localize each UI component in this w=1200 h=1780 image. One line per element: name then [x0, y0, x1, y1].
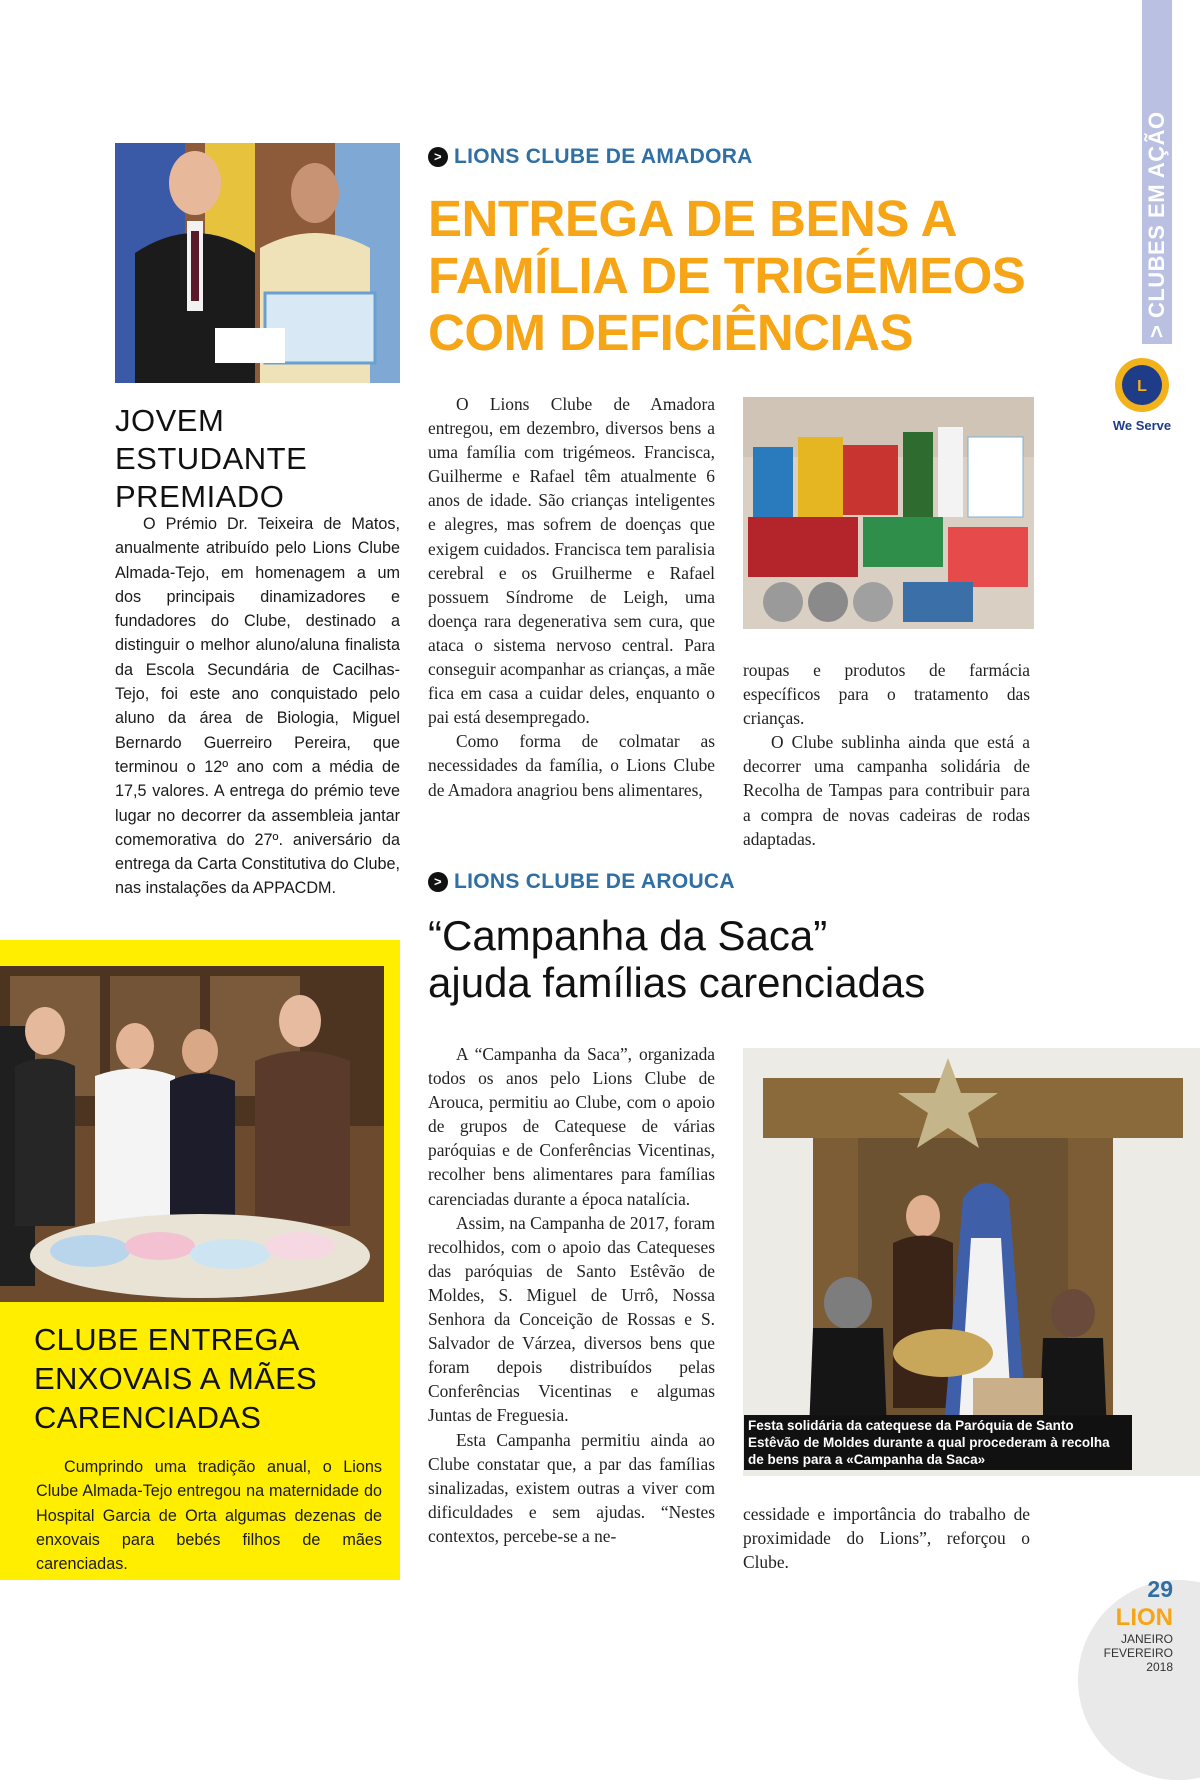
enxovais-title-line: ENXOVAIS A MÃES — [34, 1361, 318, 1396]
amadora-paragraph: O Lions Clube de Amadora entregou, em dezembro, diversos bens a uma família com trigémeos. Francisca, Guilherme e Rafael têm atualmente 6 anos de idade. São crianças inteligentes e alegres, mas sofrem de doenças que exigem cuidados. Francisca tem paralisia cerebral e os Gruilherme e Rafael possuem Síndrome de Leigh, uma doença rara degenerativa sem cura, que ataca o sistema nervoso central. Para conseguir acompanhar as crianças, a mãe fica em casa a cuidar deles, enquanto o pai está desempregado. — [428, 394, 715, 728]
amadora-paragraph: roupas e produtos de farmácia específicos para o tratamento das crianças. — [743, 660, 1030, 729]
amadora-paragraph: Como forma de colmatar as necessidades da família, o Lions Clube de Amadora anagriou bens alimentares, — [428, 731, 715, 800]
arouca-headline-line: ajuda famílias carenciadas — [428, 959, 926, 1006]
issue-line: 2018 — [1146, 1660, 1173, 1674]
page-number: 29 — [1147, 1576, 1173, 1602]
arouca-column-2 — [743, 1502, 1030, 1574]
jovem-title-line: PREMIADO — [115, 479, 285, 514]
enxovais-article-text — [36, 1455, 382, 1576]
amadora-column-2 — [743, 658, 1030, 851]
amadora-kicker — [428, 145, 828, 169]
jovem-title-line: JOVEM ESTUDANTE — [115, 403, 308, 476]
arouca-paragraph: Assim, na Campanha de 2017, foram recolhidos, com o apoio das Catequeses das paróquias de Santo Estêvão de Moldes, S. Miguel de Urrô, Nossa Senhora da Conceição de Rossas e S. Salvador de Várzea, diversos bens que foram depois distribuídos pelas Conferências Vicentinas e algumas Juntas de Freguesia. — [428, 1212, 715, 1426]
enxovais-title-line: CARENCIADAS — [34, 1400, 262, 1435]
chevron-right-icon: > — [428, 872, 448, 892]
amadora-paragraph: O Clube sublinha ainda que está a decorrer uma campanha solidária de Recolha de Tampas para contribuir para a compra de novas cadeiras de rodas adaptadas. — [743, 732, 1030, 849]
enxovais-paragraph: Cumprindo uma tradição anual, o Lions Clube Almada-Tejo entregou na maternidade do Hospital Garcia de Orta algumas dezenas de enxovais para bebés filhos de mães carenciadas. — [36, 1458, 382, 1574]
lions-emblem-icon — [1111, 356, 1173, 414]
amadora-headline-line: ENTREGA DE BENS A — [428, 190, 957, 247]
issue-line: JANEIRO — [1120, 1632, 1173, 1646]
arouca-paragraph: A “Campanha da Saca”, organizada todos os anos pelo Lions Clube de Arouca, permitiu ao Clube, com o apoio de grupos de Catequese de várias paróquias e de Conferências Vicentinas, recolher bens alimentares para famílias carenciadas durante a época natalícia. — [428, 1044, 715, 1209]
arouca-headline-line: “Campanha da Saca” — [428, 912, 828, 959]
arouca-kicker — [428, 870, 828, 894]
svg-text:L: L — [1137, 378, 1147, 395]
enxovais-photo — [0, 966, 384, 1302]
arouca-paragraph: cessidade e importância do trabalho de proximidade do Lions”, reforçou o Clube. — [743, 1504, 1030, 1573]
enxovais-title — [34, 1320, 384, 1437]
amadora-headline-line: FAMÍLIA DE TRIGÉMEOS — [428, 247, 1026, 304]
section-tab-label: > CLUBES EM AÇÃO — [1144, 111, 1169, 338]
issue-date — [1085, 1632, 1173, 1674]
issue-line: FEVEREIRO — [1103, 1646, 1173, 1660]
award-photo — [115, 143, 400, 383]
arouca-paragraph: Esta Campanha permitiu ainda ao Clube constatar que, a par das famílias sinalizadas, existem outras a viver com dificuldades e sem ajudas. “Nestes contextos, percebe-se a ne- — [428, 1429, 715, 1546]
arouca-kicker-label: LIONS CLUBE DE AROUCA — [454, 870, 735, 893]
lions-logo — [1106, 356, 1178, 438]
enxovais-title-line: CLUBE ENTREGA — [34, 1322, 300, 1357]
donated-goods-photo — [743, 397, 1034, 629]
section-tab — [1142, 0, 1172, 344]
magazine-name: LION — [1115, 1604, 1173, 1631]
jovem-title — [115, 402, 405, 516]
nativity-photo — [743, 1048, 1200, 1476]
amadora-headline — [428, 190, 1128, 361]
motto: We Serve — [1112, 418, 1172, 433]
chevron-right-icon: > — [428, 147, 448, 167]
photo-caption: Festa solidária da catequese da Paróquia de Santo Estêvão de Moldes durante a qual procederam à recolha de bens para a «Campanha da Saca» — [744, 1415, 1132, 1470]
arouca-headline — [428, 912, 1028, 1006]
amadora-column-1 — [428, 392, 715, 802]
amadora-headline-line: COM DEFICIÊNCIAS — [428, 304, 914, 361]
jovem-paragraph: O Prémio Dr. Teixeira de Matos, anualmente atribuído pelo Lions Clube Almada-Tejo, em homenagem a um dos principais dinamizadores e fundadores do Clube, destinado a distinguir o melhor aluno/aluna finalista da Escola Secundária de Cacilhas-Tejo, foi este ano conquistado pelo aluno da área de Biologia, Miguel Bernardo Guerreiro Pereira, que terminou o 12º ano com a média de 17,5 valores. A entrega do prémio teve lugar no decorrer da assembleia jantar comemorativa do 27º. aniversário da entrega da Carta Constitutiva do Clube, nas instalações da APPACDM. — [115, 515, 400, 898]
jovem-article-text — [115, 512, 400, 901]
arouca-column-1 — [428, 1042, 715, 1548]
amadora-kicker-label: LIONS CLUBE DE AMADORA — [454, 145, 753, 168]
